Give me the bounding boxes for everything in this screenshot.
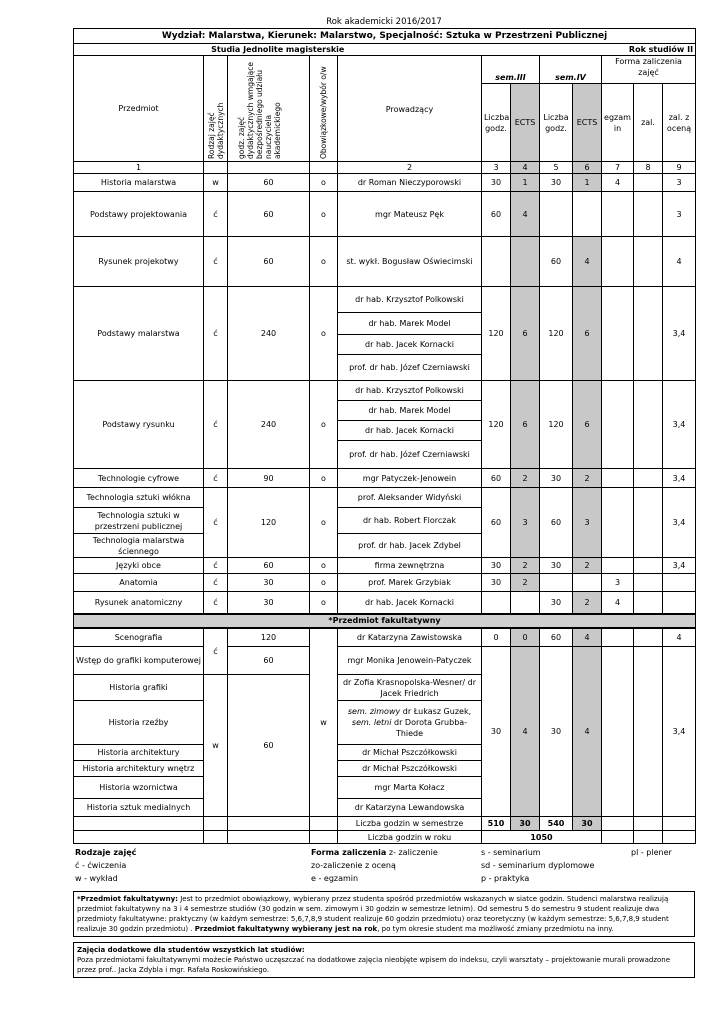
table-row bbox=[74, 381, 696, 401]
note-text: Poza przedmiotami fakultatywnymi możecie Państwo uczęszczać na dodatkowe zajęcia nieobjęte wpisem do indeksu, czyli warsztaty – projektowanie murali prowadzone przez prof.. Jacka Zdybla i mgr. Rafała Roskowińskiego. bbox=[77, 956, 671, 974]
table-row bbox=[74, 628, 696, 647]
subject-cell: Anatomia bbox=[74, 574, 204, 592]
year-totals-row bbox=[74, 831, 696, 844]
hours3-cell: 60 bbox=[482, 488, 511, 558]
ects3-cell bbox=[511, 237, 540, 287]
subject-cell: Technologia malarstwa ściennego bbox=[74, 534, 204, 558]
credit-cell bbox=[634, 592, 663, 614]
hours4-cell: 60 bbox=[540, 488, 573, 558]
type-cell: ć bbox=[204, 287, 228, 381]
hours4-cell bbox=[540, 192, 573, 237]
col-num: 6 bbox=[573, 162, 602, 174]
lecturer-name: dr Łukasz Guzek, bbox=[400, 707, 472, 716]
credit-grade-cell: 4 bbox=[663, 628, 696, 647]
type-cell: w bbox=[204, 675, 228, 817]
hours3-cell: 30 bbox=[482, 558, 511, 574]
hours4-cell: 30 bbox=[540, 647, 573, 817]
subject-cell: Historia grafiki bbox=[74, 675, 204, 701]
hours3-cell: 30 bbox=[482, 574, 511, 592]
hours4-cell: 120 bbox=[540, 381, 573, 469]
lecturer-cell: mgr Mateusz Pęk bbox=[338, 192, 482, 237]
subject-cell: Technologia sztuki włókna bbox=[74, 488, 204, 508]
credit-cell bbox=[634, 192, 663, 237]
lecturer-cell: mgr Patyczek-Jenowein bbox=[338, 469, 482, 488]
ects4-cell: 2 bbox=[573, 558, 602, 574]
total-ects3: 30 bbox=[511, 817, 540, 831]
legend-form bbox=[309, 846, 479, 859]
lecturer-cell: dr hab. Jacek Kornacki bbox=[338, 335, 482, 355]
subject-cell: Technologie cyfrowe bbox=[74, 469, 204, 488]
hours3-cell: 120 bbox=[482, 287, 511, 381]
lecturer-cell: dr hab. Jacek Kornacki bbox=[338, 421, 482, 441]
ects3-cell: 4 bbox=[511, 192, 540, 237]
ects4-cell: 2 bbox=[573, 469, 602, 488]
exam-cell: 3 bbox=[602, 574, 634, 592]
col-num: 1 bbox=[74, 162, 204, 174]
legend-practice: p - praktyka bbox=[481, 874, 530, 883]
hours-cell: 120 bbox=[228, 628, 310, 647]
lecturer-cell: dr Katarzyna Zawistowska bbox=[338, 628, 482, 647]
table-row bbox=[74, 192, 696, 237]
studies-label: Studia Jednolite magisterskie bbox=[74, 44, 482, 56]
table-row bbox=[74, 558, 696, 574]
ects4-cell: 1 bbox=[573, 174, 602, 192]
mandatory-cell: o bbox=[310, 488, 338, 558]
subject-cell: Podstawy projektowania bbox=[74, 192, 204, 237]
lecturer-cell: dr Michał Pszczółkowski bbox=[338, 745, 482, 761]
mandatory-cell: o bbox=[310, 558, 338, 574]
credit-cell bbox=[634, 174, 663, 192]
table-row bbox=[74, 174, 696, 192]
mandatory-cell: o bbox=[310, 174, 338, 192]
lecturer-cell bbox=[338, 701, 482, 745]
legend-exercises: ć - ćwiczenia bbox=[75, 861, 127, 870]
col-lecturer: Prowadzący bbox=[338, 56, 482, 162]
hours4-cell: 60 bbox=[540, 628, 573, 647]
subject-cell: Podstawy rysunku bbox=[74, 381, 204, 469]
hours-cell: 90 bbox=[228, 469, 310, 488]
col-form: Forma zaliczenia zajęć bbox=[602, 56, 696, 84]
semester-label: sem. zimowy bbox=[347, 707, 401, 716]
table-row bbox=[74, 488, 696, 508]
hours-cell: 240 bbox=[228, 287, 310, 381]
legend-diploma-seminar: sd - seminarium dyplomowe bbox=[481, 861, 595, 870]
total-ects4: 30 bbox=[573, 817, 602, 831]
col-num: 3 bbox=[482, 162, 511, 174]
exam-cell: 4 bbox=[602, 174, 634, 192]
ects3-cell: 3 bbox=[511, 488, 540, 558]
type-cell: ć bbox=[204, 237, 228, 287]
hours3-cell: 120 bbox=[482, 381, 511, 469]
lecturer-cell: st. wykł. Bogusław Oświecimski bbox=[338, 237, 482, 287]
hours-cell: 240 bbox=[228, 381, 310, 469]
subject-cell: Historia sztuk medialnych bbox=[74, 799, 204, 817]
table-row bbox=[74, 592, 696, 614]
lecturer-cell: dr hab. Marek Model bbox=[338, 313, 482, 335]
credit-cell bbox=[634, 574, 663, 592]
type-cell: ć bbox=[204, 574, 228, 592]
lecturer-cell: prof. dr hab. Jacek Zdybel bbox=[338, 534, 482, 558]
hours3-cell bbox=[482, 592, 511, 614]
type-cell: ć bbox=[204, 558, 228, 574]
mandatory-cell: o bbox=[310, 192, 338, 237]
table-row bbox=[74, 574, 696, 592]
year-of-study: Rok studiów II bbox=[482, 44, 696, 56]
lecturer-cell: prof. Aleksander Widyński bbox=[338, 488, 482, 508]
lecturer-cell: prof. dr hab. Józef Czerniawski bbox=[338, 441, 482, 469]
credit-grade-cell: 4 bbox=[663, 237, 696, 287]
hours-cell: 60 bbox=[228, 675, 310, 817]
col-num: 7 bbox=[602, 162, 634, 174]
total-hours3: 510 bbox=[482, 817, 511, 831]
hours4-cell: 120 bbox=[540, 287, 573, 381]
col-num: 9 bbox=[663, 162, 696, 174]
hours-cell: 60 bbox=[228, 237, 310, 287]
lecturer-cell: prof. dr hab. Józef Czerniawski bbox=[338, 355, 482, 381]
hours3-cell: 60 bbox=[482, 192, 511, 237]
hours4-cell: 60 bbox=[540, 237, 573, 287]
credit-grade-cell bbox=[663, 592, 696, 614]
credit-grade-cell: 3 bbox=[663, 174, 696, 192]
hours3-cell: 30 bbox=[482, 647, 511, 817]
mandatory-cell: o bbox=[310, 381, 338, 469]
col-num: 4 bbox=[511, 162, 540, 174]
credit-grade-cell: 3 bbox=[663, 192, 696, 237]
hours3-cell: 60 bbox=[482, 469, 511, 488]
exam-cell bbox=[602, 237, 634, 287]
lecturer-cell: dr Michał Pszczółkowski bbox=[338, 761, 482, 777]
col-num: 2 bbox=[338, 162, 482, 174]
subject-cell: Historia architektury bbox=[74, 745, 204, 761]
col-credit: zal. bbox=[634, 84, 663, 162]
credit-cell bbox=[634, 237, 663, 287]
table-row bbox=[74, 287, 696, 313]
col-ects-3: ECTS bbox=[511, 84, 540, 162]
note-emphasis: Przedmiot fakultatywny wybierany jest na rok bbox=[194, 925, 378, 933]
mandatory-cell: o bbox=[310, 237, 338, 287]
col-sem4: sem.IV bbox=[540, 56, 602, 84]
col-hours-count-3: Liczba godz. bbox=[482, 84, 511, 162]
subject-cell: Scenografia bbox=[74, 628, 204, 647]
type-cell: ć bbox=[204, 192, 228, 237]
hours4-cell: 30 bbox=[540, 174, 573, 192]
credit-grade-cell: 3,4 bbox=[663, 647, 696, 817]
subject-cell: Rysunek anatomiczny bbox=[74, 592, 204, 614]
ects3-cell: 6 bbox=[511, 381, 540, 469]
lecturer-cell: dr Katarzyna Lewandowska bbox=[338, 799, 482, 817]
legend-exam: e - egzamin bbox=[311, 874, 359, 883]
credit-grade-cell bbox=[663, 574, 696, 592]
total-hours4: 540 bbox=[540, 817, 573, 831]
ects4-cell: 4 bbox=[573, 647, 602, 817]
study-plan-table bbox=[73, 28, 696, 844]
subject-cell: Historia architektury wnętrz bbox=[74, 761, 204, 777]
subject-cell: Rysunek projekotwy bbox=[74, 237, 204, 287]
col-ects-4: ECTS bbox=[573, 84, 602, 162]
year-totals-label: Liczba godzin w roku bbox=[338, 831, 482, 844]
lecturer-cell: prof. Marek Grzybiak bbox=[338, 574, 482, 592]
hours4-cell: 30 bbox=[540, 469, 573, 488]
credit-grade-cell: 3,4 bbox=[663, 558, 696, 574]
column-numbers-row bbox=[74, 162, 696, 174]
col-sem3: sem.III bbox=[482, 56, 540, 84]
hours4-cell bbox=[540, 574, 573, 592]
elective-header: *Przedmiot fakultatywny bbox=[74, 614, 696, 628]
hours-cell: 60 bbox=[228, 192, 310, 237]
note-heading: Zajęcia dodatkowe dla studentów wszystkich lat studiów: bbox=[77, 946, 305, 954]
col-credit-grade: zal. z oceną bbox=[663, 84, 696, 162]
document bbox=[73, 16, 695, 978]
table-row bbox=[74, 647, 696, 675]
hours-cell: 60 bbox=[228, 558, 310, 574]
credit-grade-cell: 3,4 bbox=[663, 381, 696, 469]
lecturer-cell: dr hab. Marek Model bbox=[338, 401, 482, 421]
note-heading: *Przedmiot fakultatywny: bbox=[77, 895, 178, 903]
type-cell: ć bbox=[204, 469, 228, 488]
note-text: , po tym okresie student ma możliwość zmiany przedmiotu na inny. bbox=[377, 925, 614, 933]
lecturer-cell: dr hab. Krzysztof Polkowski bbox=[338, 381, 482, 401]
col-hours-count-4: Liczba godz. bbox=[540, 84, 573, 162]
col-num: 8 bbox=[634, 162, 663, 174]
hours-cell: 60 bbox=[228, 174, 310, 192]
exam-cell bbox=[602, 192, 634, 237]
ects3-cell: 2 bbox=[511, 574, 540, 592]
legend-form-z: z- zaliczenie bbox=[386, 848, 438, 857]
type-cell: ć bbox=[204, 381, 228, 469]
ects4-cell: 4 bbox=[573, 628, 602, 647]
lecturer-cell: dr hab. Krzysztof Polkowski bbox=[338, 287, 482, 313]
hours4-cell: 30 bbox=[540, 592, 573, 614]
ects4-cell: 6 bbox=[573, 287, 602, 381]
mandatory-cell: o bbox=[310, 574, 338, 592]
subject-cell: Podstawy malarstwa bbox=[74, 287, 204, 381]
hours3-cell bbox=[482, 237, 511, 287]
subject-cell: Języki obce bbox=[74, 558, 204, 574]
subject-cell: Technologia sztuki w przestrzeni publicznej bbox=[74, 508, 204, 534]
legend-seminar: s - seminarium bbox=[481, 848, 541, 857]
subject-cell: Historia wzornictwa bbox=[74, 777, 204, 799]
mandatory-cell: o bbox=[310, 592, 338, 614]
ects4-cell: 2 bbox=[573, 592, 602, 614]
page-title: Wydział: Malarstwa, Kierunek: Malarstwo, Specjalność: Sztuka w Przestrzeni Publicznej bbox=[74, 29, 696, 44]
exam-cell: 4 bbox=[602, 592, 634, 614]
subject-cell: Wstęp do grafiki komputerowej bbox=[74, 647, 204, 675]
lecturer-name: dr Dorota Grubba-Thiede bbox=[391, 718, 468, 738]
legend-lecture: w - wykład bbox=[75, 874, 118, 883]
ects3-cell: 0 bbox=[511, 628, 540, 647]
extra-classes-note bbox=[73, 942, 695, 978]
academic-year: Rok akademicki 2016/2017 bbox=[326, 17, 442, 27]
col-mandatory: Obowiązkowe/wybór o/w bbox=[319, 65, 328, 159]
lecturer-cell: dr hab. Robert Florczak bbox=[338, 508, 482, 534]
hours4-cell: 30 bbox=[540, 558, 573, 574]
hours-cell: 60 bbox=[228, 647, 310, 675]
col-exam: egzam in bbox=[602, 84, 634, 162]
mandatory-cell: w bbox=[310, 628, 338, 817]
subject-cell: Historia malarstwa bbox=[74, 174, 204, 192]
credit-grade-cell: 3,4 bbox=[663, 469, 696, 488]
type-cell: ć bbox=[204, 628, 228, 675]
mandatory-cell: o bbox=[310, 287, 338, 381]
lecturer-cell: dr hab. Jacek Kornacki bbox=[338, 592, 482, 614]
ects4-cell: 4 bbox=[573, 237, 602, 287]
hours3-cell: 0 bbox=[482, 628, 511, 647]
type-cell: ć bbox=[204, 488, 228, 558]
credit-grade-cell: 3,4 bbox=[663, 488, 696, 558]
mandatory-cell: o bbox=[310, 469, 338, 488]
lecturer-cell: dr Zofia Krasnopolska-Wesner/ dr Jacek Friedrich bbox=[338, 675, 482, 701]
lecturer-cell: dr Roman Nieczyporowski bbox=[338, 174, 482, 192]
credit-cell bbox=[634, 558, 663, 574]
table-row bbox=[74, 237, 696, 287]
hours-cell: 120 bbox=[228, 488, 310, 558]
lecturer-cell: mgr Marta Kołacz bbox=[338, 777, 482, 799]
lecturer-cell: mgr Monika Jenowein-Patyczek bbox=[338, 647, 482, 675]
legend-form-title: Forma zaliczenia bbox=[311, 848, 387, 857]
col-num: 5 bbox=[540, 162, 573, 174]
legend-credit-grade: zo-zaliczenie z oceną bbox=[311, 861, 396, 870]
col-hours: godz. zajęć dydaktycznych wmgające bezpośredniego udziału nauczyciela akademickiego bbox=[236, 61, 282, 159]
semester-totals-row bbox=[74, 817, 696, 831]
year-total: 1050 bbox=[482, 831, 602, 844]
semester-totals-label: Liczba godzin w semestrze bbox=[338, 817, 482, 831]
ects4-cell bbox=[573, 574, 602, 592]
ects4-cell: 3 bbox=[573, 488, 602, 558]
ects4-cell bbox=[573, 192, 602, 237]
col-subject: Przedmiot bbox=[74, 56, 204, 162]
credit-grade-cell: 3,4 bbox=[663, 287, 696, 381]
table-row bbox=[74, 469, 696, 488]
legend bbox=[73, 846, 695, 885]
ects3-cell: 2 bbox=[511, 558, 540, 574]
ects3-cell bbox=[511, 592, 540, 614]
exam-cell bbox=[602, 558, 634, 574]
ects3-cell: 1 bbox=[511, 174, 540, 192]
note-text: Jest to przedmiot obowiązkowy, wybierany przez studenta spośród przedmiotów wskazanych w siatce godzin. Studenci malarstwa realizują przedmiot fakultatywny na 3 i 4 semestrze studiów (30 godzin w sem. zimowym i 30 godzin w semestrze letnim). Od semestru 5 do semestru 9 student realizuje dwa przedmioty fakultatywne: praktyczny (w każdym semestrze: 5,6,7,8,9 student realizuje 60 godzin przedmiotu) oraz teoretyczny (w każdym semestrze: 5,6,7,8,9 student realizuje 30 godzin przedmiotu) . bbox=[77, 895, 669, 933]
col-class-type: Rodzaj zajęć dydaktycznych bbox=[206, 102, 225, 159]
hours-cell: 30 bbox=[228, 592, 310, 614]
semester-label: sem. letni bbox=[351, 718, 392, 727]
subject-cell: Historia rzeźby bbox=[74, 701, 204, 745]
ects3-cell: 6 bbox=[511, 287, 540, 381]
hours-cell: 30 bbox=[228, 574, 310, 592]
ects3-cell: 4 bbox=[511, 647, 540, 817]
hours3-cell: 30 bbox=[482, 174, 511, 192]
legend-types-title: Rodzaje zajęć bbox=[75, 848, 137, 857]
ects3-cell: 2 bbox=[511, 469, 540, 488]
type-cell: w bbox=[204, 174, 228, 192]
legend-plener: pl - plener bbox=[631, 848, 672, 857]
type-cell: ć bbox=[204, 592, 228, 614]
ects4-cell: 6 bbox=[573, 381, 602, 469]
lecturer-cell: firma zewnętrzna bbox=[338, 558, 482, 574]
elective-note bbox=[73, 891, 695, 937]
